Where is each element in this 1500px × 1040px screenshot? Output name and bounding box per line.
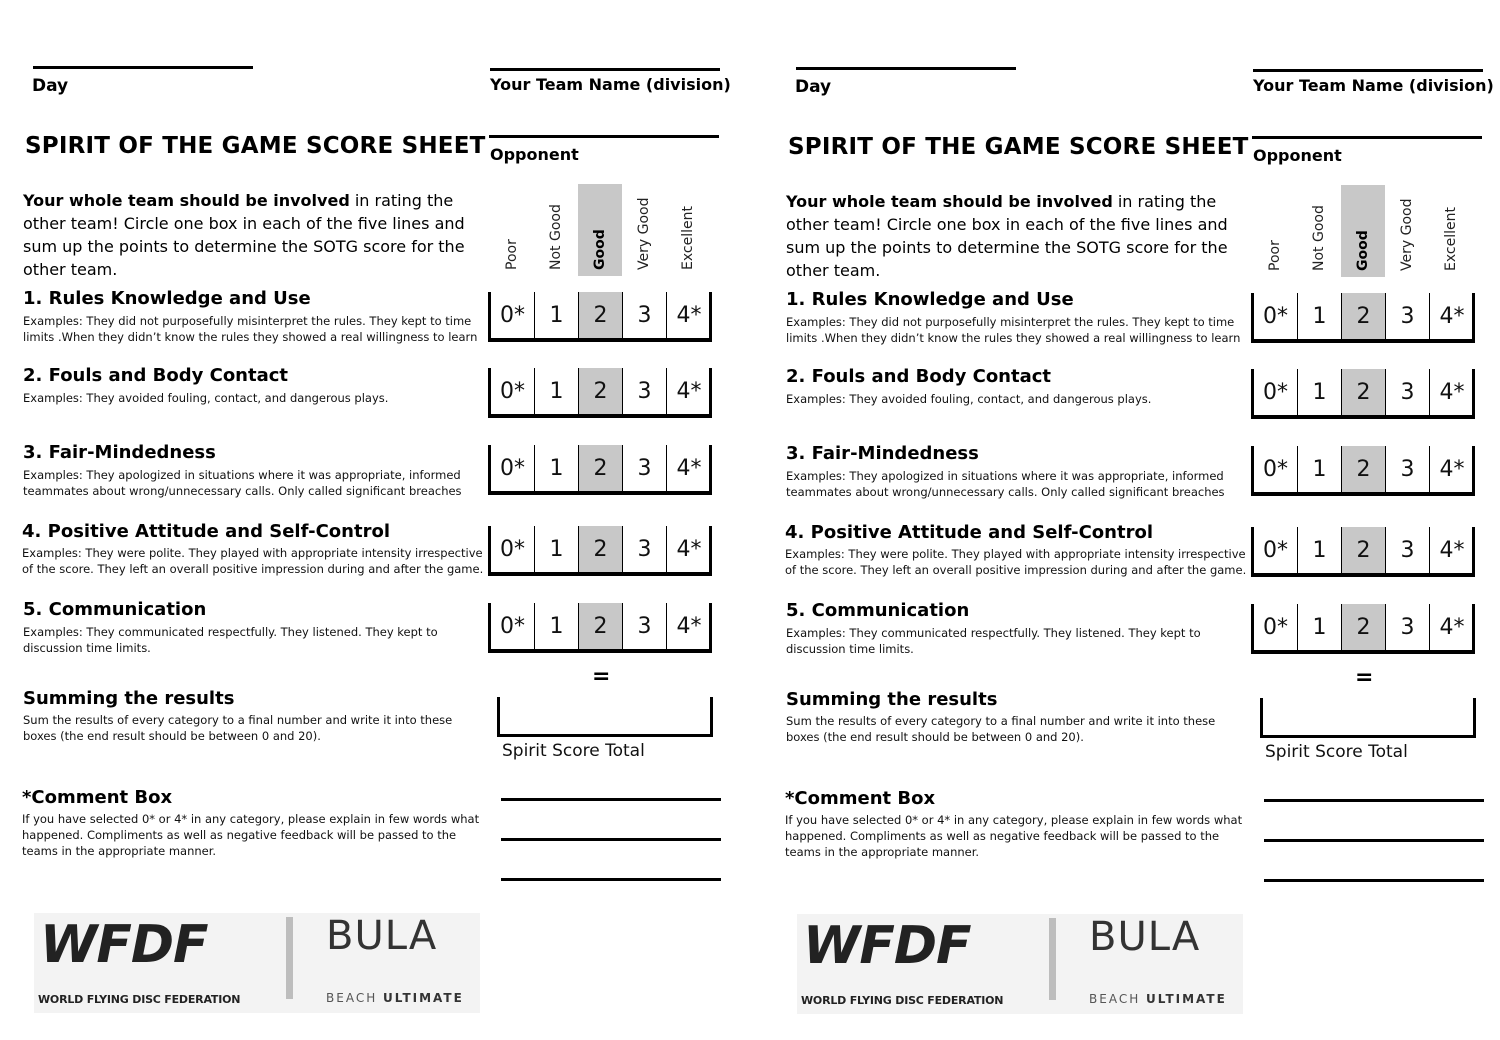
rating-header-very-good: Very Good [636,197,652,270]
score-cell-4[interactable]: 4* [676,379,702,404]
summing-desc: Sum the results of every category to a final number and write it into these boxes (the end result should be between 0 and 20). [786,714,1216,744]
opponent-label: Opponent [490,145,579,164]
score-sheet-right [763,1,1500,1040]
team-name-line[interactable] [1253,69,1483,72]
page-title: SPIRIT OF THE GAME SCORE SHEET [25,133,486,159]
score-row-fair-mindedness [488,445,712,495]
score-cell-0[interactable]: 0* [1254,446,1298,492]
rating-header-very-good: Very Good [1399,198,1415,271]
bula-subtitle: BEACH ULTIMATE [326,991,464,1005]
comment-line[interactable] [501,878,721,881]
score-row-attitude [488,526,712,576]
score-cell-3[interactable]: 3 [623,368,667,414]
score-cell-1[interactable]: 1 [535,292,579,338]
wfdf-subtitle: WORLD FLYING DISC FEDERATION [38,993,241,1006]
score-sheet-left [0,0,740,1039]
day-label: Day [32,76,69,96]
category-desc: Examples: They avoided fouling, contact, and dangerous plays. [23,391,389,405]
score-cell-0[interactable]: 0* [491,292,535,338]
category-title: 4. Positive Attitude and Self-Control [22,521,390,542]
score-cell-4[interactable]: 4* [676,614,702,639]
category-title: 1. Rules Knowledge and Use [786,289,1074,310]
score-cell-1[interactable]: 1 [1298,527,1342,573]
category-title: 5. Communication [786,600,970,621]
score-row-fouls [488,368,712,418]
score-cell-0[interactable]: 0* [491,603,535,649]
score-cell-3[interactable]: 3 [623,292,667,338]
score-cell-1[interactable]: 1 [535,526,579,572]
score-row-communication [488,603,712,653]
rating-header-excellent: Excellent [680,206,696,270]
wfdf-logo: WFDF [803,916,971,976]
opponent-line[interactable] [489,135,719,138]
summing-desc: Sum the results of every category to a final number and write it into these boxes (the end result should be between 0 and 20). [23,713,453,743]
intro-rest: in rating the other team! Circle one box in each of the five lines and sum up the points to determine the SOTG score for the other team. [786,192,1228,280]
score-cell-2[interactable]: 2 [1342,527,1386,573]
rating-header [490,184,710,276]
opponent-label: Opponent [1253,146,1342,165]
comment-title: *Comment Box [22,787,173,808]
score-cell-3[interactable]: 3 [1386,369,1430,415]
rating-header [1253,185,1473,277]
score-cell-2[interactable]: 2 [1342,604,1386,650]
comment-desc: If you have selected 0* or 4* in any category, please explain in few words what happened. Compliments as well as negative feedback will be passed to the teams in the appropriate manner. [22,812,480,858]
equals-sign: = [592,664,611,689]
bula-logo: BULA [326,913,438,959]
score-cell-1[interactable]: 1 [1298,293,1342,339]
intro-text [23,189,478,281]
category-title: 3. Fair-Mindedness [23,442,216,463]
team-name-label: Your Team Name (division) [490,75,731,94]
score-cell-0[interactable]: 0* [1254,527,1298,573]
category-title: 2. Fouls and Body Contact [786,366,1052,387]
rating-header-good: Good [1341,185,1385,277]
intro-bold: Your whole team should be involved [786,192,1113,211]
score-cell-4[interactable]: 4* [1439,380,1465,405]
summing-title: Summing the results [786,689,998,710]
category-title: 1. Rules Knowledge and Use [23,288,311,309]
score-cell-4[interactable]: 4* [1439,304,1465,329]
score-cell-2[interactable]: 2 [1342,369,1386,415]
rating-header-not-good: Not Good [1311,205,1327,271]
score-cell-3[interactable]: 3 [623,603,667,649]
intro-rest: in rating the other team! Circle one box in each of the five lines and sum up the points to determine the SOTG score for the other team. [23,191,465,279]
score-cell-2[interactable]: 2 [1342,446,1386,492]
comment-line[interactable] [501,838,721,841]
score-cell-4[interactable]: 4* [676,456,702,481]
sponsor-logos [34,913,480,1013]
day-line[interactable] [796,67,1016,70]
category-title: 3. Fair-Mindedness [786,443,979,464]
rating-header-not-good: Not Good [548,204,564,270]
score-row-fair-mindedness [1251,446,1475,496]
category-desc: Examples: They communicated respectfully. They listened. They kept to discussion time limits. [23,625,438,655]
score-cell-4[interactable]: 4* [1439,457,1465,482]
score-cell-3[interactable]: 3 [623,526,667,572]
intro-bold: Your whole team should be involved [23,191,350,210]
rating-header-poor: Poor [504,239,520,270]
score-row-fouls [1251,369,1475,419]
category-desc: Examples: They were polite. They played with appropriate intensity irrespective of the score. They left an overall positive impression during and after the game. [22,546,484,576]
score-cell-0[interactable]: 0* [491,526,535,572]
equals-sign: = [1355,665,1374,690]
score-row-rules [1251,293,1475,343]
score-cell-1[interactable]: 1 [1298,446,1342,492]
score-row-communication [1251,604,1475,654]
bula-subtitle: BEACH ULTIMATE [1089,992,1227,1006]
score-cell-1[interactable]: 1 [1298,604,1342,650]
day-label: Day [795,77,832,97]
score-cell-0[interactable]: 0* [491,368,535,414]
comment-line[interactable] [1264,879,1484,882]
comment-desc: If you have selected 0* or 4* in any category, please explain in few words what happened. Compliments as well as negative feedback will be passed to the teams in the appropriate manner. [785,813,1243,859]
score-cell-1[interactable]: 1 [535,445,579,491]
score-cell-3[interactable]: 3 [1386,527,1430,573]
score-cell-3[interactable]: 3 [1386,446,1430,492]
score-cell-0[interactable]: 0* [491,445,535,491]
score-cell-4[interactable]: 4* [676,537,702,562]
summing-title: Summing the results [23,688,235,709]
score-cell-2[interactable]: 2 [579,445,623,491]
score-row-rules [488,292,712,342]
spirit-total-box[interactable] [497,697,713,737]
category-desc: Examples: They were polite. They played with appropriate intensity irrespective of the score. They left an overall positive impression during and after the game. [785,547,1247,577]
day-line[interactable] [33,66,253,69]
category-title: 5. Communication [23,599,207,620]
opponent-line[interactable] [1252,136,1482,139]
score-cell-3[interactable]: 3 [1386,604,1430,650]
sponsor-logos [797,914,1243,1014]
rating-header-poor: Poor [1267,240,1283,271]
category-desc: Examples: They apologized in situations where it was appropriate, informed teammates about wrong/unnecessary calls. Only called significant breaches [786,469,1225,499]
score-cell-0[interactable]: 0* [1254,604,1298,650]
wfdf-subtitle: WORLD FLYING DISC FEDERATION [801,994,1004,1007]
category-title: 4. Positive Attitude and Self-Control [785,522,1153,543]
team-name-line[interactable] [490,68,720,71]
score-cell-0[interactable]: 0* [1254,293,1298,339]
score-cell-2[interactable]: 2 [579,526,623,572]
score-row-attitude [1251,527,1475,577]
score-cell-1[interactable]: 1 [535,368,579,414]
category-desc: Examples: They did not purposefully misinterpret the rules. They kept to time limits .When they didn’t know the rules they showed a real willingness to learn [786,315,1241,345]
bula-logo: BULA [1089,914,1201,960]
comment-line[interactable] [501,798,721,801]
score-cell-2[interactable]: 2 [1342,293,1386,339]
page-title: SPIRIT OF THE GAME SCORE SHEET [788,134,1249,160]
comment-line[interactable] [1264,799,1484,802]
intro-text [786,190,1241,282]
spirit-total-box[interactable] [1260,698,1476,738]
logo-divider [286,917,293,999]
category-desc: Examples: They communicated respectfully. They listened. They kept to discussion time limits. [786,626,1201,656]
category-desc: Examples: They avoided fouling, contact, and dangerous plays. [786,392,1152,406]
spirit-total-label: Spirit Score Total [1265,742,1408,762]
comment-line[interactable] [1264,839,1484,842]
spirit-total-label: Spirit Score Total [502,741,645,761]
score-cell-1[interactable]: 1 [535,603,579,649]
team-name-label: Your Team Name (division) [1253,76,1494,95]
logo-divider [1049,918,1056,1000]
score-cell-4[interactable]: 4* [676,303,702,328]
comment-title: *Comment Box [785,788,936,809]
score-cell-3[interactable]: 3 [623,445,667,491]
score-cell-1[interactable]: 1 [1298,369,1342,415]
score-cell-2[interactable]: 2 [579,368,623,414]
score-cell-2[interactable]: 2 [579,292,623,338]
category-desc: Examples: They apologized in situations where it was appropriate, informed teammates about wrong/unnecessary calls. Only called significant breaches [23,468,462,498]
score-cell-0[interactable]: 0* [1254,369,1298,415]
score-cell-4[interactable]: 4* [1439,615,1465,640]
category-desc: Examples: They did not purposefully misinterpret the rules. They kept to time limits .When they didn’t know the rules they showed a real willingness to learn [23,314,478,344]
score-cell-4[interactable]: 4* [1439,538,1465,563]
score-cell-3[interactable]: 3 [1386,293,1430,339]
wfdf-logo: WFDF [40,915,208,975]
score-cell-2[interactable]: 2 [579,603,623,649]
rating-header-good: Good [578,184,622,276]
category-title: 2. Fouls and Body Contact [23,365,289,386]
rating-header-excellent: Excellent [1443,207,1459,271]
